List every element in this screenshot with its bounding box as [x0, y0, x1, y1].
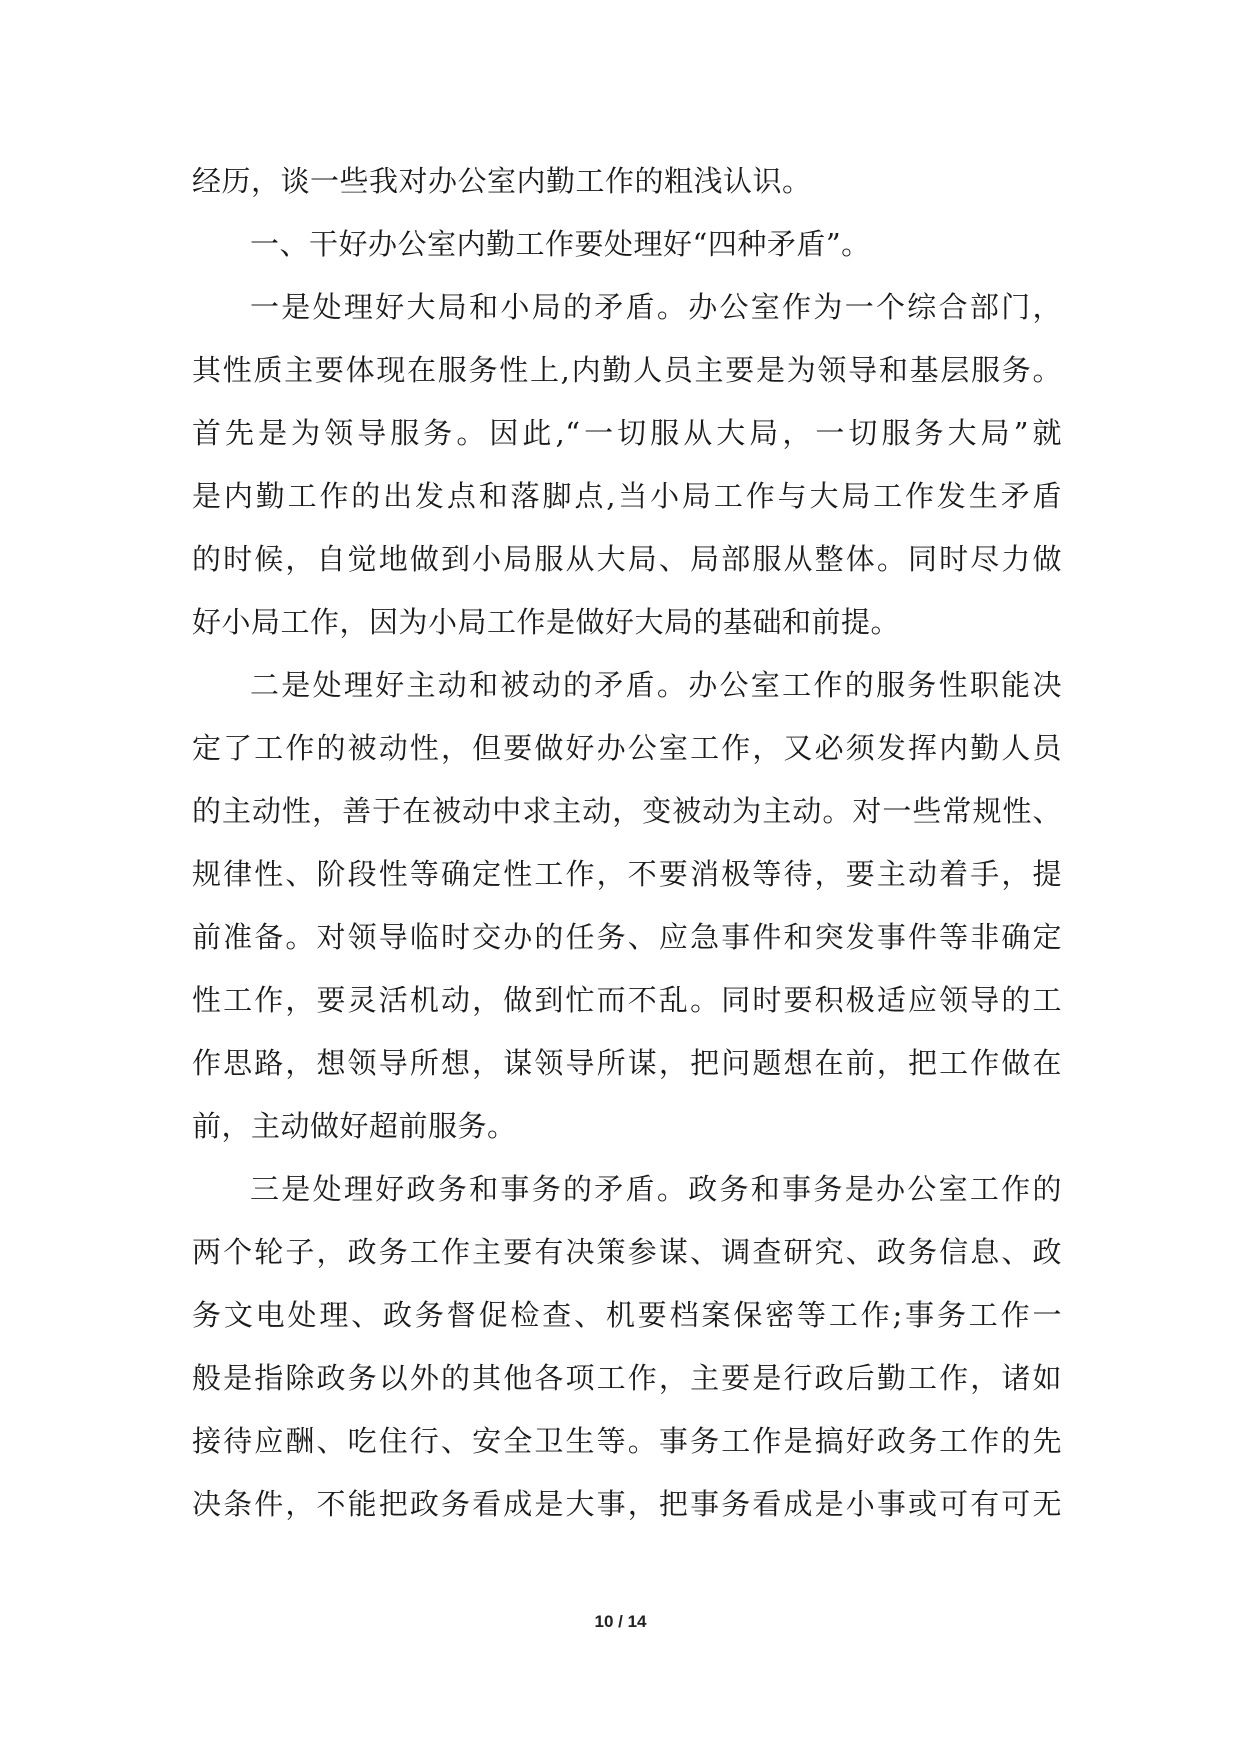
- text-line: 是内勤工作的出发点和落脚点,当小局工作与大局工作发生矛盾: [192, 479, 1062, 513]
- text-line: 两个轮子，政务工作主要有决策参谋、调查研究、政务信息、政: [192, 1235, 1062, 1269]
- section-heading: 一、干好办公室内勤工作要处理好“四种矛盾”。: [250, 227, 871, 261]
- text-line: 前，主动做好超前服务。: [192, 1109, 517, 1143]
- text-line: 决条件，不能把政务看成是大事，把事务看成是小事或可有可无: [192, 1487, 1062, 1521]
- body-text: [192, 150, 1062, 1536]
- paragraph-start: 一是处理好大局和小局的矛盾。办公室作为一个综合部门，: [250, 290, 1062, 324]
- text-line: 规律性、阶段性等确定性工作，不要消极等待，要主动着手，提: [192, 857, 1062, 891]
- text-line: 前准备。对领导临时交办的任务、应急事件和突发事件等非确定: [192, 920, 1062, 954]
- text-line: 的主动性，善于在被动中求主动，变被动为主动。对一些常规性、: [192, 794, 1062, 828]
- text-line: 的时候，自觉地做到小局服从大局、局部服从整体。同时尽力做: [192, 542, 1062, 576]
- text-line: 好小局工作，因为小局工作是做好大局的基础和前提。: [192, 605, 901, 639]
- page-number: 10 / 14: [594, 1612, 647, 1631]
- paragraph-start: 二是处理好主动和被动的矛盾。办公室工作的服务性职能决: [250, 668, 1062, 702]
- text-line: 性工作，要灵活机动，做到忙而不乱。同时要积极适应领导的工: [192, 983, 1062, 1017]
- text-line: 定了工作的被动性，但要做好办公室工作，又必须发挥内勤人员: [192, 731, 1062, 765]
- text-line: 般是指除政务以外的其他各项工作，主要是行政后勤工作，诸如: [192, 1361, 1062, 1395]
- text-line: 接待应酬、吃住行、安全卫生等。事务工作是搞好政务工作的先: [192, 1424, 1062, 1458]
- text-line: 其性质主要体现在服务性上,内勤人员主要是为领导和基层服务。: [192, 353, 1062, 387]
- text-line: 经历，谈一些我对办公室内勤工作的粗浅认识。: [192, 164, 812, 198]
- text-line: 务文电处理、政务督促检查、机要档案保密等工作;事务工作一: [192, 1298, 1062, 1332]
- text-line: 首先是为领导服务。因此,“一切服从大局，一切服务大局”就: [192, 416, 1062, 450]
- paragraph-start: 三是处理好政务和事务的矛盾。政务和事务是办公室工作的: [250, 1172, 1062, 1206]
- text-line: 作思路，想领导所想，谋领导所谋，把问题想在前，把工作做在: [192, 1046, 1062, 1080]
